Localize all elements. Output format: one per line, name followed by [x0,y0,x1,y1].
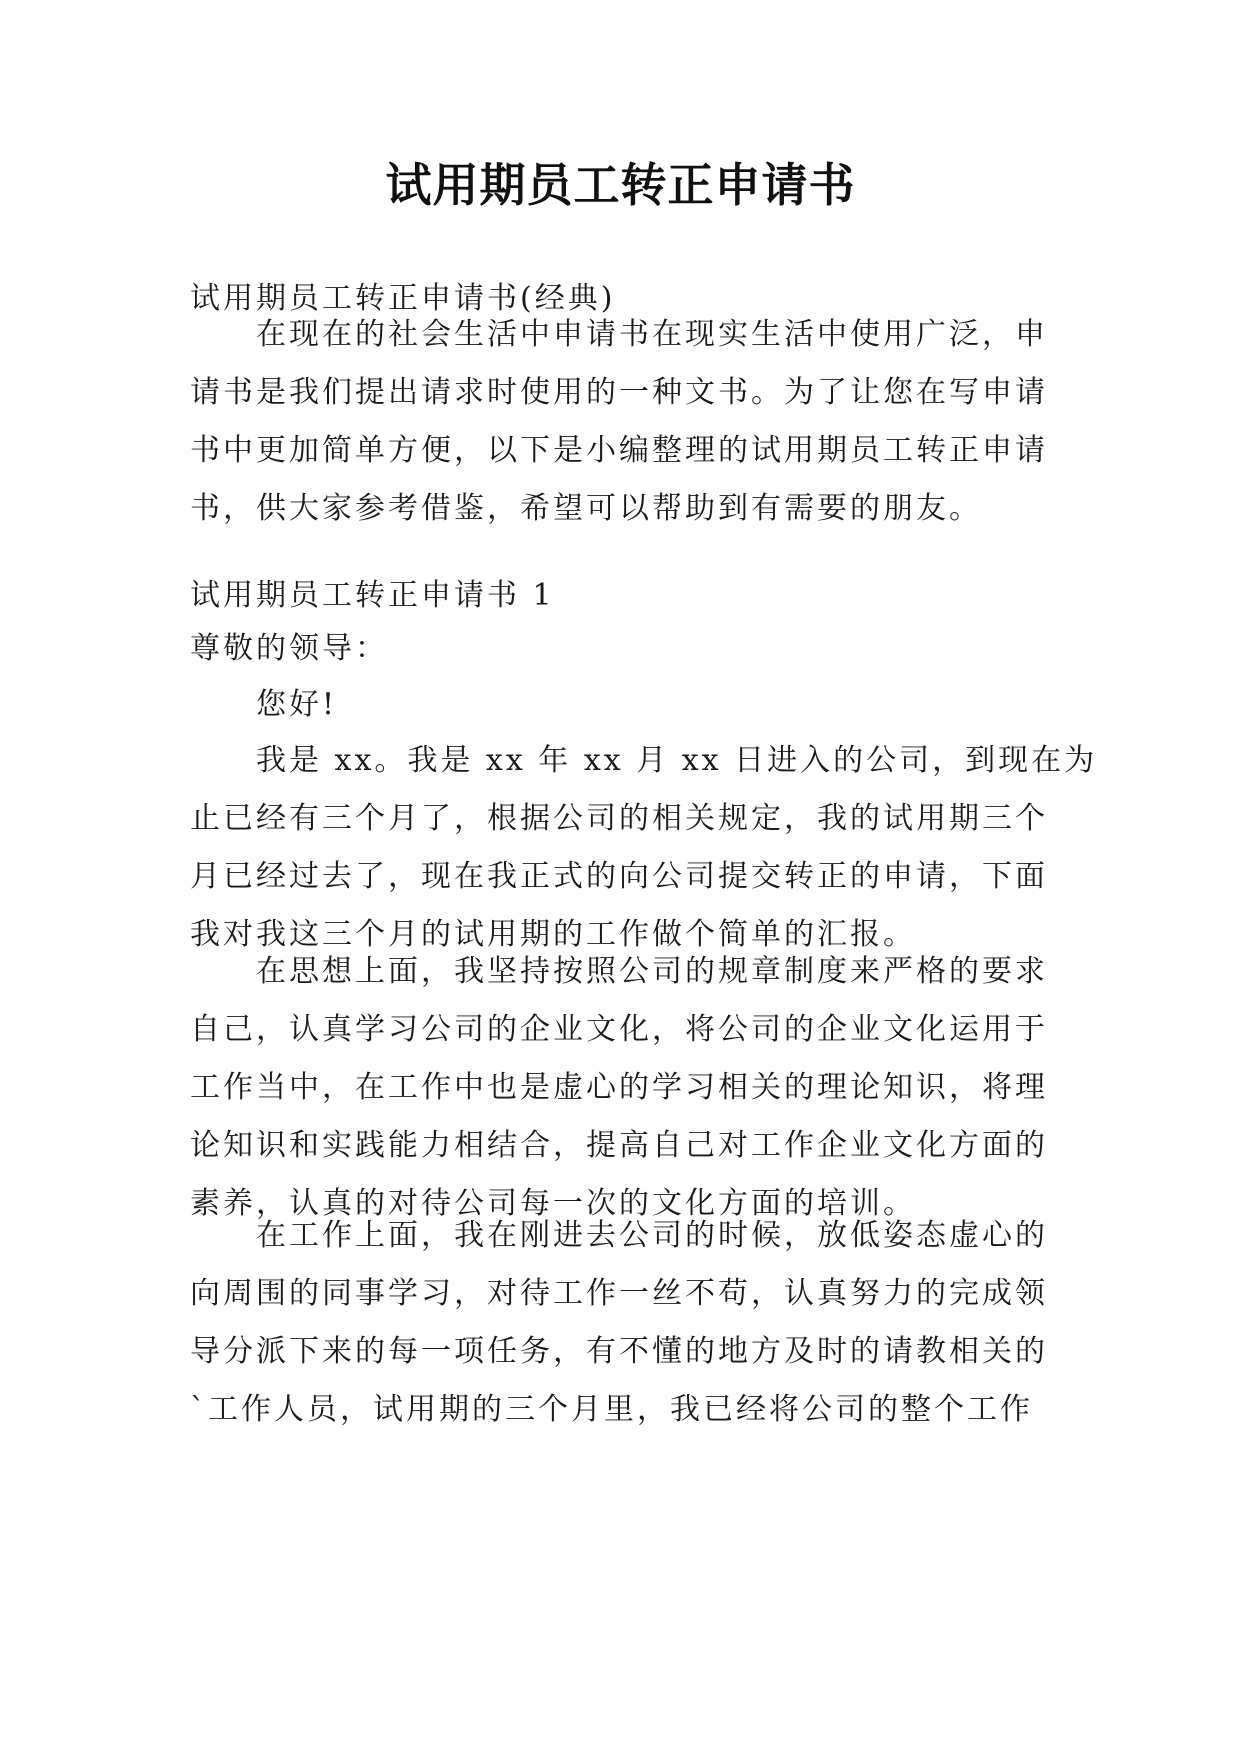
body-paragraph-2 [190,943,1050,1233]
paragraph-line: 向周围的同事学习，对待工作一丝不苟，认真努力的完成领 [190,1276,1048,1311]
salutation [190,620,1050,678]
paragraph-line: `工作人员，试用期的三个月里，我已经将公司的整个工作 [190,1392,1033,1427]
document-title: 试用期员工转正申请书 [385,158,856,212]
greeting [190,676,1050,734]
paragraph-line: 我是 xx。我是 xx 年 xx 月 xx 日进入的公司，到现在为 [256,743,1098,778]
paragraph-line: 自己，认真学习公司的企业文化，将公司的企业文化运用于 [190,1012,1048,1047]
section-heading [190,567,1050,625]
paragraph-line: 素养，认真的对待公司每一次的文化方面的培训。 [190,1186,916,1221]
paragraph-line: 书，供大家参考借鉴，希望可以帮助到有需要的朋友。 [190,491,982,526]
paragraph-line: 书中更加简单方便，以下是小编整理的试用期员工转正申请 [190,433,1048,468]
body-paragraph-3 [190,1207,1050,1439]
paragraph-line: 月已经过去了，现在我正式的向公司提交转正的申请，下面 [190,859,1048,894]
paragraph-line: 在思想上面，我坚持按照公司的规章制度来严格的要求 [256,954,1048,989]
paragraph-line: 止已经有三个月了，根据公司的相关规定，我的试用期三个 [190,801,1048,836]
paragraph-line: 在现在的社会生活中申请书在现实生活中使用广泛，申 [256,317,1048,352]
intro-paragraph [190,306,1050,538]
section-heading-line: 试用期员工转正申请书 1 [190,578,555,613]
paragraph-line: 我对我这三个月的试用期的工作做个简单的汇报。 [190,917,916,952]
paragraph-line: 工作当中，在工作中也是虚心的学习相关的理论知识，将理 [190,1070,1048,1105]
salutation-line: 尊敬的领导： [190,631,388,666]
paragraph-line: 请书是我们提出请求时使用的一种文书。为了让您在写申请 [190,375,1048,410]
paragraph-line: 论知识和实践能力相结合，提高自己对工作企业文化方面的 [190,1128,1048,1163]
paragraph-line: 在工作上面，我在刚进去公司的时候，放低姿态虚心的 [256,1218,1048,1253]
body-paragraph-1 [190,732,1098,964]
paragraph-line: 导分派下来的每一项任务，有不懂的地方及时的请教相关的 [190,1334,1048,1369]
greeting-line: 您好! [256,687,338,722]
subtitle-line: 试用期员工转正申请书(经典) [190,281,616,316]
